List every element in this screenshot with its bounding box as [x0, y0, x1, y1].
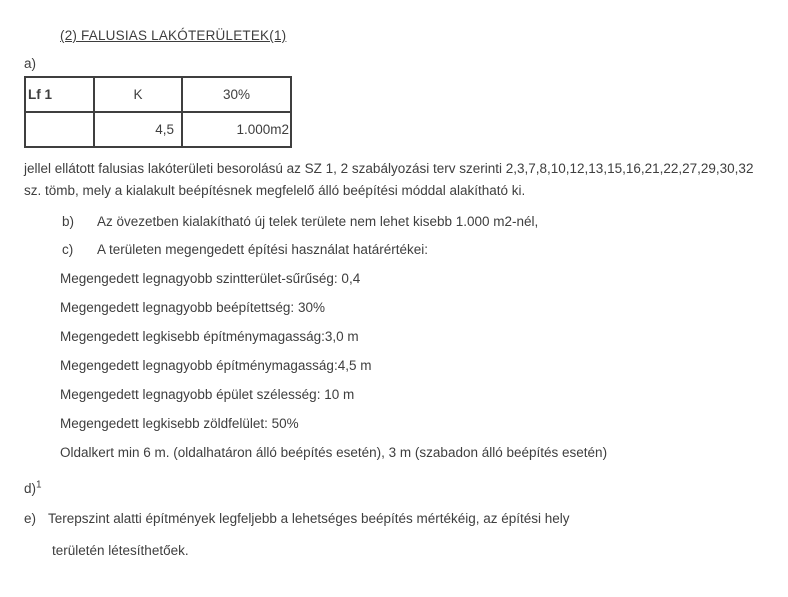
intro-paragraph: jellel ellátott falusias lakóterületi besorolású az SZ 1, 2 szabályozási terv szerinti 2,3,7,8,10,12,13,15,16,21,22,27,29,30,32 sz. tömb, mely a kialakult beépítésnek megfelelő álló beépítési móddal alakítható ki. [24, 161, 754, 198]
table-row [25, 112, 291, 147]
table-cell-height: 4,5 [94, 112, 182, 147]
limit-max-building-height: Megengedett legnagyobb építménymagasság:4,5 m [60, 358, 372, 373]
item-e-line2: területén létesíthetőek. [52, 543, 189, 558]
table-cell-empty [25, 112, 94, 147]
item-b [62, 214, 764, 230]
limit-min-building-height: Megengedett legkisebb építménymagasság:3,0 m [60, 329, 359, 344]
item-e-text [48, 511, 570, 559]
item-b-text: Az övezetben kialakítható új telek területe nem lehet kisebb 1.000 m2-nél, [97, 214, 539, 229]
footnote-reference: 1 [36, 479, 42, 491]
item-e-label: e) [24, 511, 37, 526]
table-cell-zone-code: Lf 1 [25, 77, 94, 112]
limit-max-building-width: Megengedett legnagyobb épület szélesség: 10 m [60, 387, 355, 402]
item-d [24, 481, 764, 497]
item-a-label: a) [24, 56, 37, 71]
table-cell-coverage: 30% [182, 77, 291, 112]
limit-max-coverage: Megengedett legnagyobb beépítettség: 30% [60, 300, 325, 315]
table-cell-plot-size: 1.000m2 [182, 112, 291, 147]
limit-min-green-area: Megengedett legkisebb zöldfelület: 50% [60, 416, 299, 431]
table-cell-build-mode: K [94, 77, 182, 112]
item-c [62, 242, 764, 258]
limit-side-garden: Oldalkert min 6 m. (oldalhatáron álló beépítés esetén), 3 m (szabadon álló beépítés esetén) [60, 445, 608, 460]
item-c-text: A területen megengedett építési használat határértékei: [97, 242, 428, 257]
section-title: (2) FALUSIAS LAKÓTERÜLETEK(1) [60, 28, 287, 43]
item-b-label: b) [62, 214, 75, 229]
table-row [25, 77, 291, 112]
item-e [24, 511, 764, 559]
item-d-label: d) [24, 481, 37, 496]
item-e-line1: Terepszint alatti építmények legfeljebb a lehetséges beépítés mértékéig, az építési hely [48, 511, 570, 526]
item-c-label: c) [62, 242, 74, 257]
zoning-parameters-table [24, 76, 292, 148]
limit-floor-area-ratio: Megengedett legnagyobb szintterület-sűrűség: 0,4 [60, 271, 361, 286]
